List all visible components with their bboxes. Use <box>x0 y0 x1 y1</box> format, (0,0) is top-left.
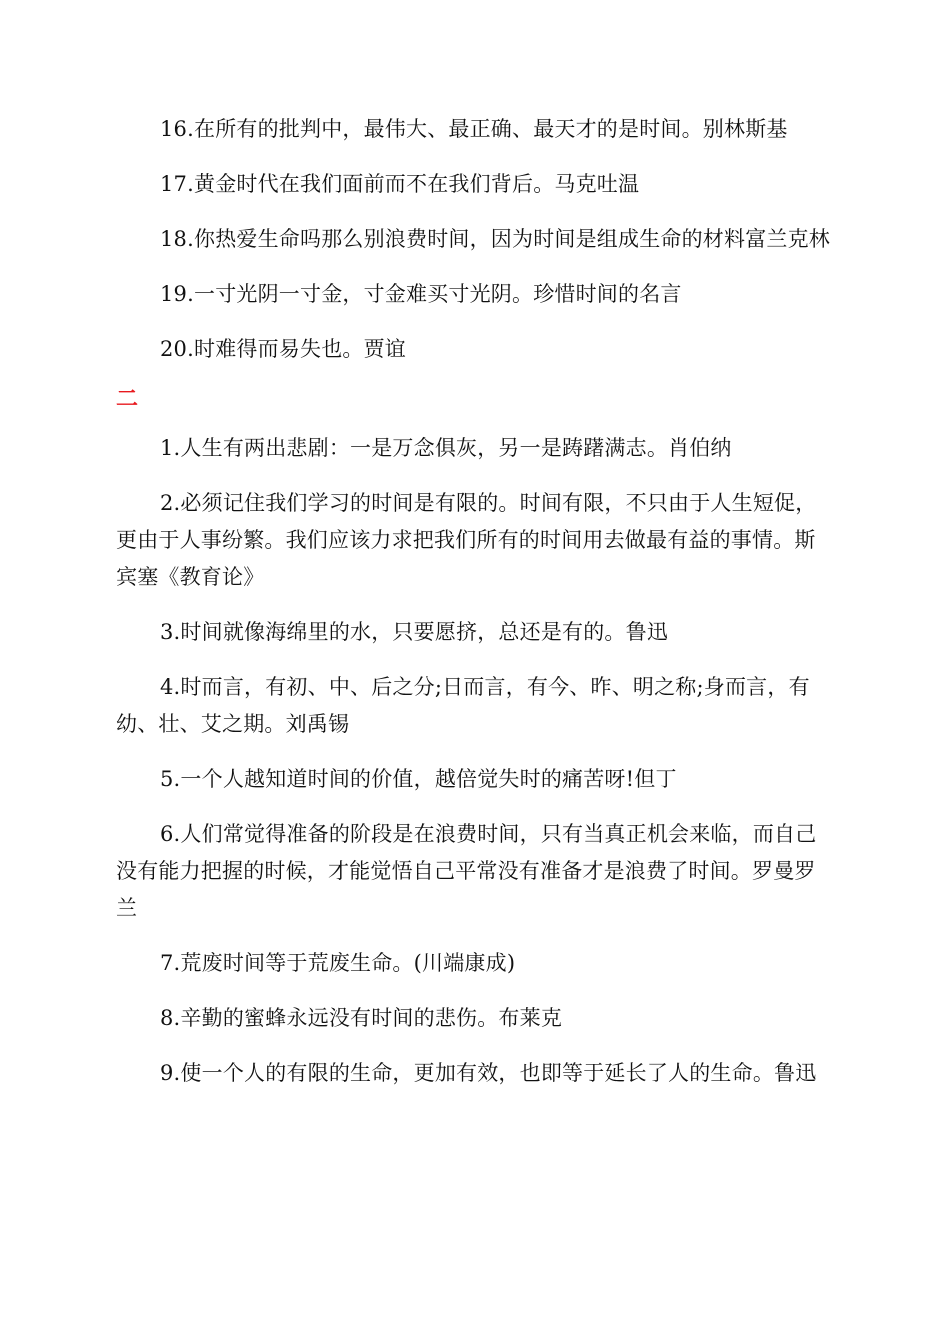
quote-paragraph: 1.人生有两出悲剧：一是万念俱灰，另一是踌躇满志。肖伯纳 <box>160 436 732 460</box>
quote-paragraph: 9.使一个人的有限的生命，更加有效，也即等于延长了人的生命。鲁迅 <box>160 1061 817 1085</box>
quote-paragraph: 7.荒废时间等于荒废生命。(川端康成) <box>160 951 516 975</box>
document-body <box>116 111 836 1110</box>
quote-paragraph: 20.时难得而易失也。贾谊 <box>160 337 406 361</box>
quote-paragraph: 2.必须记住我们学习的时间是有限的。时间有限，不只由于人生短促，更由于人事纷繁。我们应该力求把我们所有的时间用去做最有益的事情。斯宾塞《教育论》 <box>116 491 817 589</box>
quote-paragraph: 17.黄金时代在我们面前而不在我们背后。马克吐温 <box>160 172 640 196</box>
quote-paragraph: 5.一个人越知道时间的价值，越倍觉失时的痛苦呀!但丁 <box>160 767 677 791</box>
quote-paragraph: 6.人们常觉得准备的阶段是在浪费时间，只有当真正机会来临，而自己没有能力把握的时候，才能觉悟自己平常没有准备才是浪费了时间。罗曼罗兰 <box>116 822 817 920</box>
quote-paragraph: 4.时而言，有初、中、后之分;日而言，有今、昨、明之称;身而言，有幼、壮、艾之期。刘禹锡 <box>116 675 810 736</box>
quote-paragraph: 19.一寸光阴一寸金，寸金难买寸光阴。珍惜时间的名言 <box>160 282 682 306</box>
quote-paragraph: 16.在所有的批判中，最伟大、最正确、最天才的是时间。别林斯基 <box>160 117 788 141</box>
section-heading: 二 <box>116 387 139 412</box>
quote-paragraph: 3.时间就像海绵里的水，只要愿挤，总还是有的。鲁迅 <box>160 620 669 644</box>
quote-paragraph: 8.辛勤的蜜蜂永远没有时间的悲伤。布莱克 <box>160 1006 563 1030</box>
quote-paragraph: 18.你热爱生命吗那么别浪费时间，因为时间是组成生命的材料富兰克林 <box>160 227 830 251</box>
